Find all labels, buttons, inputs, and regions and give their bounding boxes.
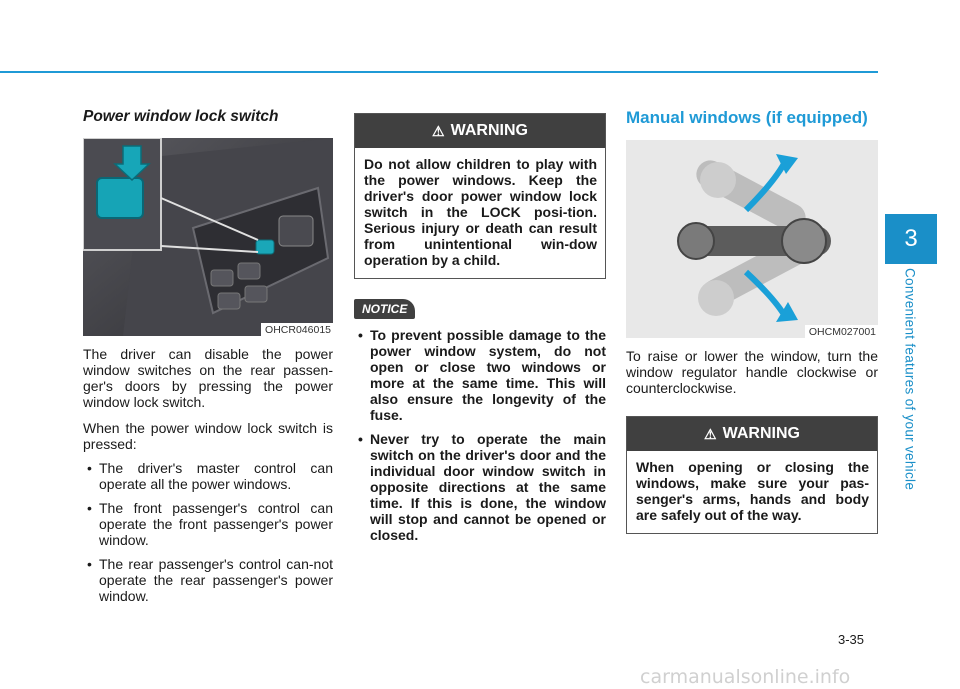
section-heading-manual-windows: Manual windows (if equipped) [626,108,868,127]
list-item: • Never try to operate the main switch on the driver's door and the individual door window switch in opposite directions at the same time. If this is done, the window will stop and cannot be opened or closed. [354,431,606,543]
bullet-list [83,460,333,604]
door-panel-illustration [83,138,333,336]
warning-title: WARNING [722,425,800,442]
column-power-window-lock [83,108,333,604]
list-item: • To prevent possible damage to the power window system, do not open or close two windows or more at the same time. This will also ensure the longevity of the fuse. [354,327,606,423]
warning-triangle-icon: ⚠ [432,122,445,139]
figure-code: OHCM027001 [805,325,878,338]
warning-box-children [354,113,606,279]
warning-text: Do not allow children to play with the power windows. Keep the driver's door power window lock switch in the LOCK posi-tion. Serious injury or death can result from unintentional win-dow operation by a child. [364,156,597,268]
watermark: carmanualsonline.info [640,666,851,688]
notice-label: NOTICE [354,299,415,319]
chapter-tab [885,214,937,264]
warning-triangle-icon: ⚠ [704,425,717,442]
figure-window-handle [626,140,878,338]
paragraph: The driver can disable the power window switches on the rear passen-ger's doors by pressing the power window lock switch. [83,346,333,410]
list-item: • The driver's master control can operate all the power windows. [83,460,333,492]
chapter-number: 3 [904,225,918,252]
list-item: • The rear passenger's control can-not operate the rear passenger's power window. [83,556,333,604]
figure-lock-switch [83,138,333,336]
column-warning-notice [354,113,606,543]
list-item: • The front passenger's control can operate the front passenger's power window. [83,500,333,548]
chapter-title: Convenient features of your vehicle [902,268,918,491]
warning-header [355,114,605,148]
figure-code: OHCR046015 [261,323,333,336]
window-handle-illustration [626,140,878,338]
notice-list [354,327,606,543]
page-number: 3-35 [838,632,865,647]
paragraph: When the power window lock switch is pressed: [83,420,333,452]
section-heading-power-window-lock: Power window lock switch [83,108,279,125]
warning-header [627,417,877,451]
warning-title: WARNING [450,122,528,139]
warning-text: When opening or closing the windows, make sure your pas-senger's arms, hands and body are safely out of the way. [636,459,869,523]
warning-box-windows [626,416,878,534]
column-manual-windows [626,108,878,534]
paragraph: To raise or lower the window, turn the window regulator handle clockwise or counterclockwise. [626,348,878,396]
header-rule [0,71,878,73]
